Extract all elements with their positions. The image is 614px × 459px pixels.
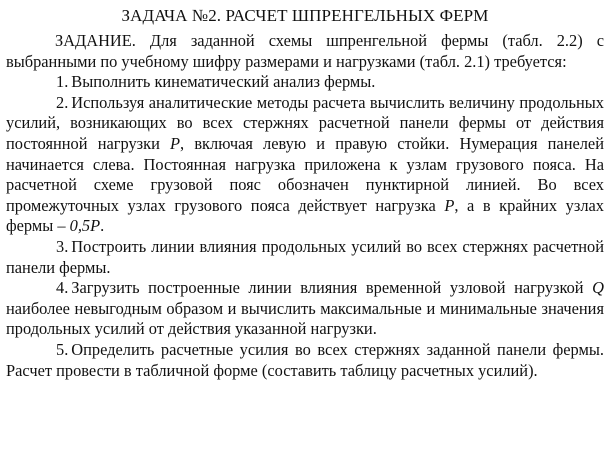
document-page [6,6,604,381]
load-symbol-q: Q [592,278,604,298]
item-number: 3. [56,236,69,256]
item-text: , а в крайних узлах фермы – [6,195,605,236]
item-text: Выполнить кинематический анализ фермы. [71,72,376,92]
half-load-symbol: 0,5P [69,216,101,236]
item-text: Построить линии влияния продольных усилий во всех стержнях расчетной панели фермы. [6,236,604,277]
item-text: , включая левую и правую стойки. Нумерация панелей начинается слева. Постоянная нагрузка приложена к узлам грузового пояса. На расчетной схеме грузовой пояс обозначен пунктирной линией. Во всех промежуточных узлах грузового пояса действует нагрузка [6,133,604,215]
item-number: 5. [56,339,69,359]
item-text: Используя аналитические методы расчета вычислить величину продольных усилий, возникающих во всех стержнях расчетной панели фермы от действия постоянной нагрузки [6,92,604,153]
list-item-5 [6,340,604,381]
list-item-4 [6,278,604,340]
item-text: Загрузить построенные линии влияния временной узловой нагрузкой [71,278,593,298]
list-item-1 [6,72,604,93]
item-number: 1. [56,72,69,92]
intro-paragraph: ЗАДАНИЕ. Для заданной схемы шпренгельной фермы (табл. 2.2) с выбранными по учебному шифру размерами и нагрузками (табл. 2.1) требуется: [6,31,604,71]
document-title: ЗАДАЧА №2. РАСЧЕТ ШПРЕНГЕЛЬНЫХ ФЕРМ [121,6,489,25]
item-text: наиболее невыгодным образом и вычислить максимальные и минимальные значения продольных усилий от действия указанной нагрузки. [6,298,604,339]
item-text: Определить расчетные усилия во всех стержнях заданной панели фермы. Расчет провести в табличной форме (составить таблицу расчетных усилий). [6,339,604,380]
item-number: 4. [56,278,69,298]
item-number: 2. [56,92,69,112]
load-symbol-p: P [444,195,455,215]
item-text: . [100,216,105,236]
load-symbol-p: P [170,133,181,153]
list-item-2 [6,93,604,237]
list-item-3 [6,237,604,278]
